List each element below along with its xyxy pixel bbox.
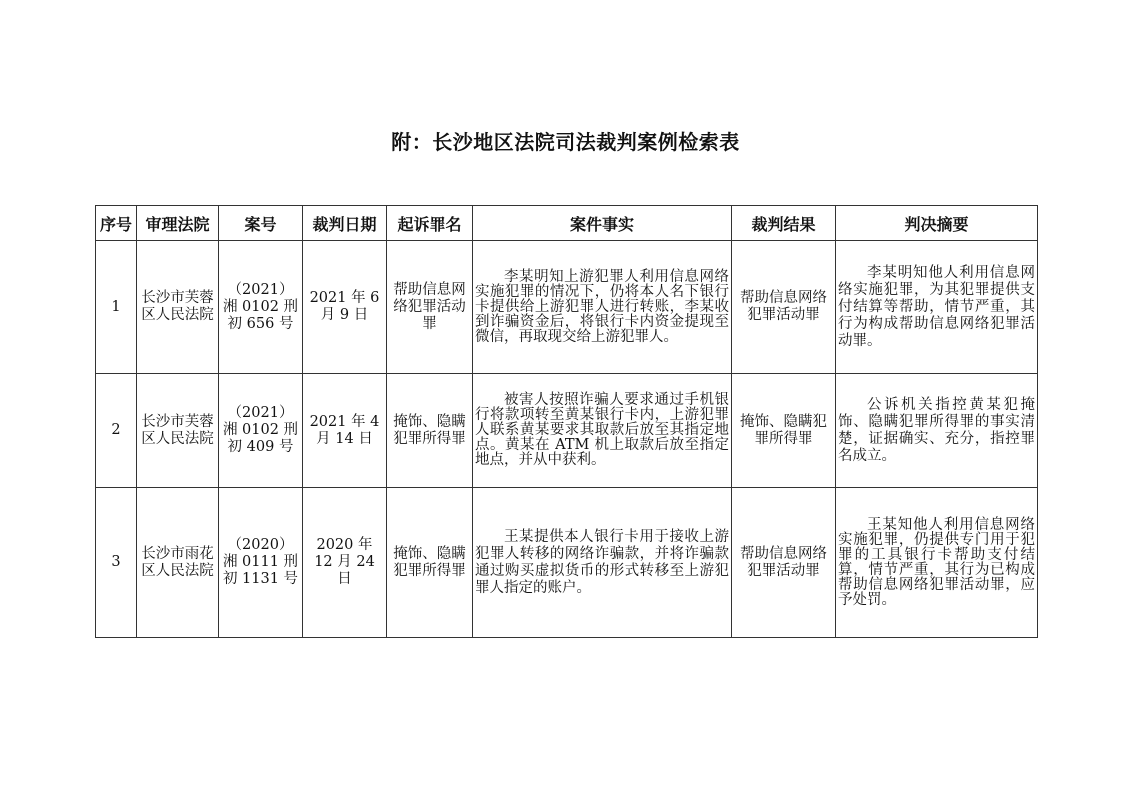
court-cell: 长沙市雨花区人民法院 bbox=[137, 488, 219, 638]
row-number: 3 bbox=[96, 488, 137, 638]
header-date: 裁判日期 bbox=[303, 206, 387, 241]
row-number: 1 bbox=[96, 241, 137, 374]
header-summary: 判决摘要 bbox=[836, 206, 1038, 241]
page-title: 附：长沙地区法院司法裁判案例检索表 bbox=[391, 130, 740, 154]
table-row bbox=[96, 241, 1038, 374]
case-table bbox=[95, 205, 1038, 638]
charge-cell: 帮助信息网络犯罪活动罪 bbox=[387, 241, 473, 374]
judgment-summary-cell: 李某明知他人利用信息网络实施犯罪，为其犯罪提供支付结算等帮助，情节严重，其行为构成帮助信息网络犯罪活动罪。 bbox=[836, 241, 1038, 374]
judgment-date-cell: 2020 年 12 月 24 日 bbox=[303, 488, 387, 638]
header-result: 裁判结果 bbox=[732, 206, 836, 241]
charge-cell: 掩饰、隐瞒犯罪所得罪 bbox=[387, 374, 473, 488]
judgment-result-cell: 帮助信息网络犯罪活动罪 bbox=[732, 488, 836, 638]
header-case-no: 案号 bbox=[219, 206, 303, 241]
header-charge: 起诉罪名 bbox=[387, 206, 473, 241]
judgment-result-cell: 掩饰、隐瞒犯罪所得罪 bbox=[732, 374, 836, 488]
table-header-row bbox=[96, 206, 1038, 241]
row-number: 2 bbox=[96, 374, 137, 488]
header-court: 审理法院 bbox=[137, 206, 219, 241]
header-no: 序号 bbox=[96, 206, 137, 241]
case-number-cell: （2021）湘 0102 刑初 409 号 bbox=[219, 374, 303, 488]
case-facts-cell: 李某明知上游犯罪人利用信息网络实施犯罪的情况下，仍将本人名下银行卡提供给上游犯罪人进行转账，李某收到诈骗资金后，将银行卡内资金提现至微信，再取现交给上游犯罪人。 bbox=[473, 241, 732, 374]
judgment-result-cell: 帮助信息网络犯罪活动罪 bbox=[732, 241, 836, 374]
table-row bbox=[96, 488, 1038, 638]
case-number-cell: （2020）湘 0111 刑初 1131 号 bbox=[219, 488, 303, 638]
case-facts-cell: 王某提供本人银行卡用于接收上游犯罪人转移的网络诈骗款，并将诈骗款通过购买虚拟货币的形式转移至上游犯罪人指定的账户。 bbox=[473, 488, 732, 638]
judgment-summary-cell: 公诉机关指控黄某犯掩饰、隐瞒犯罪所得罪的事实清楚，证据确实、充分，指控罪名成立。 bbox=[836, 374, 1038, 488]
judgment-summary-cell: 王某知他人利用信息网络实施犯罪，仍提供专门用于犯罪的工具银行卡帮助支付结算，情节严重，其行为已构成帮助信息网络犯罪活动罪，应予处罚。 bbox=[836, 488, 1038, 638]
header-facts: 案件事实 bbox=[473, 206, 732, 241]
court-cell: 长沙市芙蓉区人民法院 bbox=[137, 374, 219, 488]
case-number-cell: （2021）湘 0102 刑初 656 号 bbox=[219, 241, 303, 374]
table-row bbox=[96, 374, 1038, 488]
court-cell: 长沙市芙蓉区人民法院 bbox=[137, 241, 219, 374]
judgment-date-cell: 2021 年 4 月 14 日 bbox=[303, 374, 387, 488]
judgment-date-cell: 2021 年 6 月 9 日 bbox=[303, 241, 387, 374]
case-facts-cell: 被害人按照诈骗人要求通过手机银行将款项转至黄某银行卡内，上游犯罪人联系黄某要求其取款后放至其指定地点。黄某在 ATM 机上取款后放至指定地点，并从中获利。 bbox=[473, 374, 732, 488]
charge-cell: 掩饰、隐瞒犯罪所得罪 bbox=[387, 488, 473, 638]
